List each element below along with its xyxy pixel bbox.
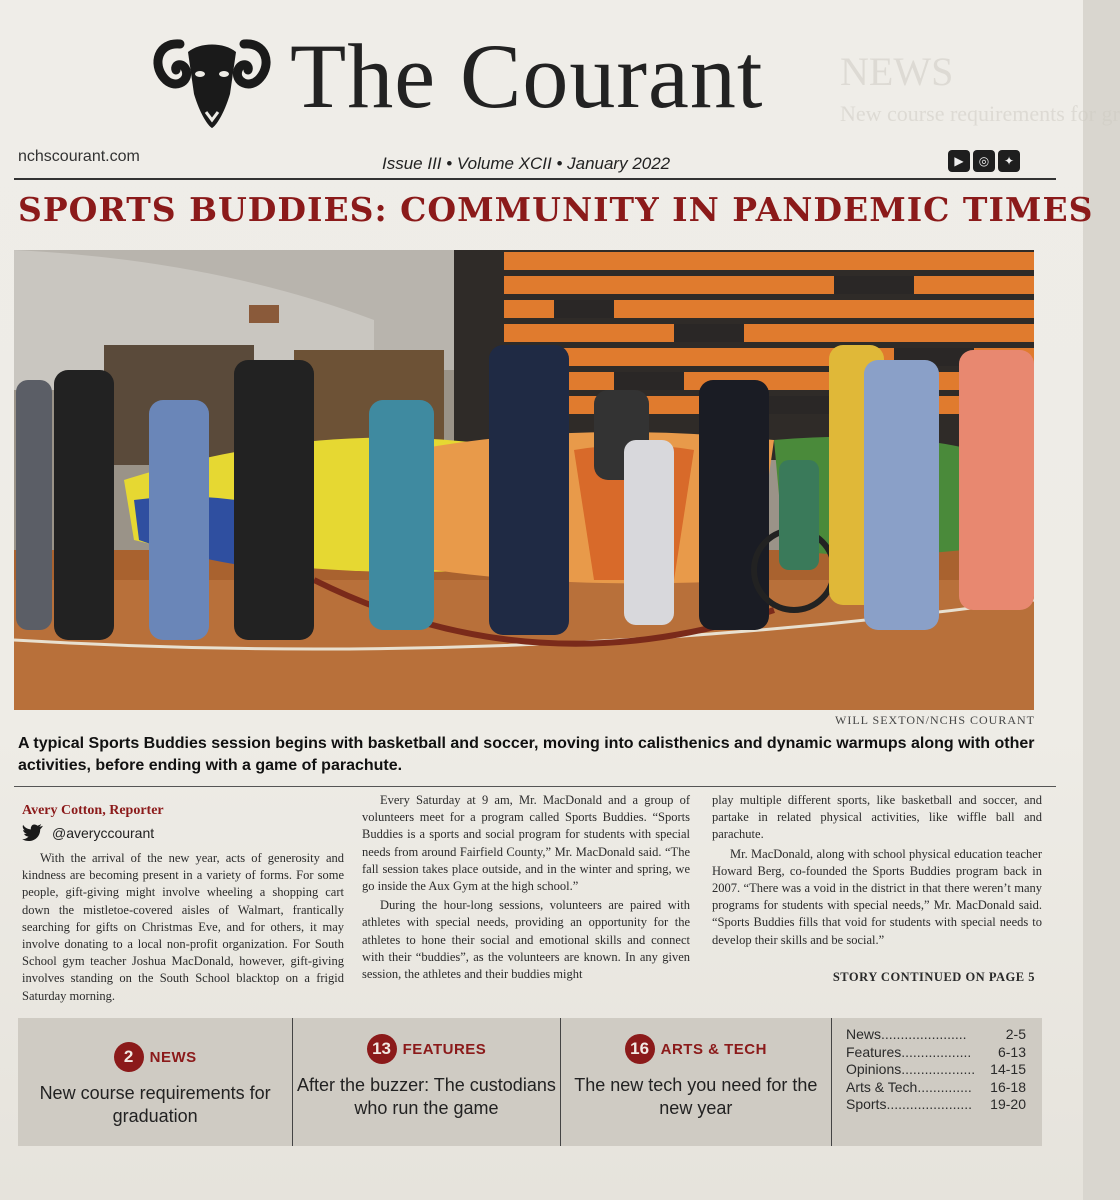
teaser-bar bbox=[18, 1018, 1042, 1146]
article-column-3 bbox=[712, 792, 1042, 949]
bleed-through-text: NEWS New course requirements for gr bbox=[840, 49, 1120, 126]
page-number-badge: 2 bbox=[114, 1042, 144, 1072]
twitter-handle[interactable] bbox=[22, 824, 154, 842]
page-number-badge: 13 bbox=[367, 1034, 397, 1064]
article-column-2 bbox=[362, 792, 690, 983]
paragraph: During the hour-long sessions, volunteers are paired with athletes with special needs, providing an opportunity for the athletes to hone their social and emotional skills and connect with their “buddies”, as the volunteers are known. In any given session, the athletes and their buddies might bbox=[362, 898, 690, 982]
site-url[interactable]: nchscourant.com bbox=[18, 148, 140, 165]
index-row[interactable]: Features .................. 6-13 bbox=[845, 1043, 1026, 1060]
story-continued: STORY CONTINUED ON PAGE 5 bbox=[832, 970, 1035, 984]
teaser-text: The new tech you need for the new year bbox=[574, 1075, 818, 1118]
section-index bbox=[832, 1018, 1042, 1146]
youtube-icon[interactable]: ▶ bbox=[948, 150, 970, 172]
social-links bbox=[948, 150, 1020, 172]
index-row[interactable]: Sports ...................... 19-20 bbox=[845, 1096, 1026, 1112]
page-number-badge: 16 bbox=[625, 1034, 655, 1064]
article-column-1 bbox=[22, 850, 344, 1005]
photo-credit: WILL SEXTON/NCHS COURANT bbox=[835, 713, 1035, 727]
teaser-features[interactable] bbox=[293, 1018, 560, 1146]
issue-info: Issue III • Volume XCII • January 2022 bbox=[382, 154, 671, 173]
section-label: NEWS bbox=[149, 1048, 197, 1066]
index-row[interactable]: Arts & Tech .............. 16-18 bbox=[845, 1078, 1026, 1095]
byline: Avery Cotton, Reporter bbox=[22, 803, 164, 818]
ram-logo-icon bbox=[150, 34, 274, 132]
twitter-handle-text: @averyccourant bbox=[52, 825, 155, 841]
photo-caption: A typical Sports Buddies session begins with basketball and soccer, moving into calisthenics and dynamic warmups along with other activities, before ending with a game of parachute. bbox=[18, 735, 1035, 774]
section-label: FEATURES bbox=[402, 1040, 487, 1058]
twitter-bird-icon bbox=[22, 824, 44, 842]
paragraph: Every Saturday at 9 am, Mr. MacDonald and a group of volunteers meet for a program called Sports Buddies. “Sports Buddies is a sports and social program for students with special needs from around Fairfield County,” Mr. MacDonald said. “The fall session takes place outside, and in the winter and spring, we go inside the Aux Gym at the high school.” bbox=[362, 793, 690, 894]
twitter-icon[interactable]: ✦ bbox=[998, 150, 1020, 172]
paragraph: Mr. MacDonald, along with school physical education teacher Howard Berg, co-founded the Sports Buddies program back in 2007. “There was a void in the district in that there weren’t many programs for students with special needs,” Mr. MacDonald said. “Sports Buddies fills that void for students with special needs to develop their skills and be social.” bbox=[712, 846, 1042, 947]
headline: SPORTS BUDDIES: COMMUNITY IN PANDEMIC TIMES bbox=[18, 190, 1094, 229]
masthead-title: The Courant bbox=[290, 25, 764, 127]
teaser-arts-tech[interactable] bbox=[561, 1018, 832, 1146]
paragraph: play multiple different sports, like basketball and soccer, and partake in related physical activities, like wiffle ball and parachute. bbox=[712, 793, 1042, 842]
front-page-photo bbox=[14, 250, 1034, 710]
instagram-icon[interactable]: ◎ bbox=[973, 150, 995, 172]
index-row[interactable]: News ...................... 2-5 bbox=[845, 1026, 1026, 1042]
masthead-rule bbox=[14, 178, 1056, 180]
caption-rule bbox=[14, 786, 1056, 787]
teaser-news[interactable] bbox=[18, 1018, 293, 1146]
index-row[interactable]: Opinions ................... 14-15 bbox=[845, 1061, 1026, 1077]
paragraph: With the arrival of the new year, acts of generosity and kindness are becoming present in a variety of forms. For some people, gift-giving might involve wheeling a shopping cart down the mistletoe-covered aisles of Walmart, frantically searching for gifts on Christmas Eve, and for others, it may involve donating to a local non-profit organization. For South School gym teacher Joshua MacDonald, however, gift-giving involves standing on the South School blacktop on a frigid Saturday morning. bbox=[22, 851, 344, 1003]
teaser-text: New course requirements for graduation bbox=[39, 1083, 271, 1126]
teaser-text: After the buzzer: The custodians who run the game bbox=[297, 1075, 556, 1118]
section-label: ARTS & TECH bbox=[660, 1040, 767, 1058]
